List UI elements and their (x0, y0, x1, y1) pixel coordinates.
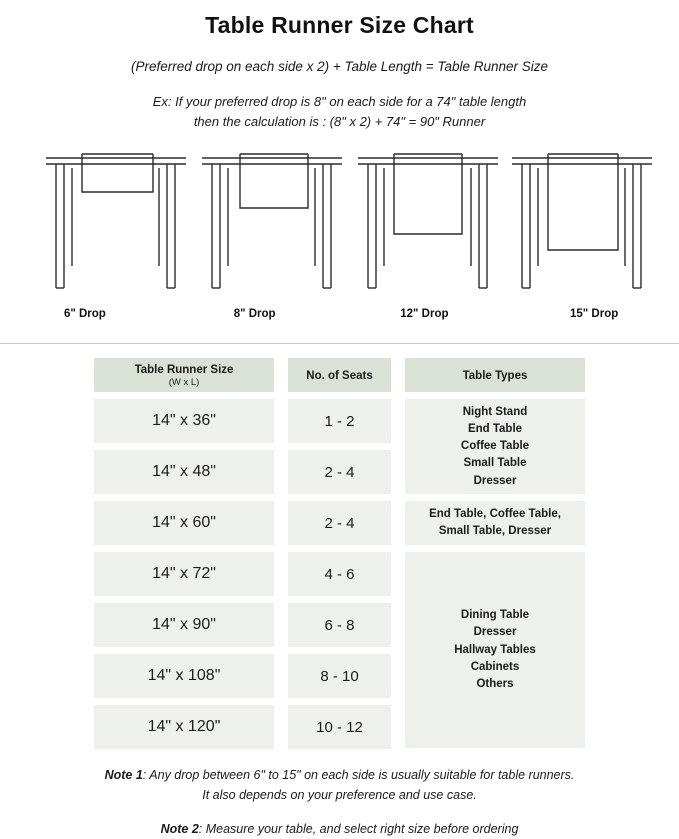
table-row: 6 - 8 (288, 603, 391, 647)
note-2-label: Note 2 (160, 822, 199, 837)
note-1-label: Note 1 (104, 768, 143, 783)
header-table-types (405, 358, 585, 392)
notes-section (0, 765, 679, 839)
table-row: 2 - 4 (288, 450, 391, 494)
table-row: 14" x 48" (94, 450, 274, 494)
page-title: Table Runner Size Chart (205, 12, 474, 38)
table-row: 2 - 4 (288, 501, 391, 545)
table-row: 4 - 6 (288, 552, 391, 596)
table-illustration-15in (512, 154, 652, 288)
drop-illustrations-svg (12, 146, 667, 306)
note-1-text: : Any drop between 6" to 15" on each side is usually suitable for table runners. (142, 768, 575, 783)
example-line-2: then the calculation is : (8" x 2) + 74" = 90" Runner (193, 114, 486, 130)
note-1 (40, 765, 639, 805)
drop-label-4: 15" Drop (569, 308, 619, 321)
drop-label-1: 6" Drop (63, 308, 106, 321)
header-table-types-label: Table Types (462, 369, 528, 382)
note-2 (40, 819, 639, 839)
header-runner-size-label: Table Runner Size (134, 363, 234, 376)
table-types-group-3: Dining Table Dresser Hallway Tables Cabinets Others (405, 552, 585, 748)
note-2-text: : Measure your table, and select right size before ordering (198, 822, 519, 837)
table-row: 14" x 36" (94, 399, 274, 443)
header-seats-label: No. of Seats (306, 369, 373, 382)
drop-label-3: 12" Drop (400, 308, 449, 321)
example-block (0, 92, 679, 132)
table-row: 14" x 60" (94, 501, 274, 545)
header-seats (288, 358, 391, 392)
column-runner-size (94, 358, 274, 749)
column-table-types (405, 358, 585, 749)
table-row: 8 - 10 (288, 654, 391, 698)
note-1-text-2: It also depends on your preference and use case. (202, 788, 477, 803)
table-row: 14" x 90" (94, 603, 274, 647)
header-runner-size-sub: (W x L) (168, 377, 200, 389)
drop-label-row (0, 308, 679, 320)
table-drop-diagrams (0, 146, 679, 331)
table-row: 14" x 108" (94, 654, 274, 698)
drop-label-2: 8" Drop (233, 308, 276, 321)
table-row: 14" x 72" (94, 552, 274, 596)
table-row: 1 - 2 (288, 399, 391, 443)
size-chart-page (0, 6, 679, 837)
formula-line: (Preferred drop on each side x 2) + Table Length = Table Runner Size (130, 59, 549, 74)
table-illustration-8in (202, 154, 342, 288)
table-illustration-6in (46, 154, 186, 288)
table-types-group-1: Night Stand End Table Coffee Table Small Table Dresser (405, 399, 585, 494)
table-types-group-2: End Table, Coffee Table, Small Table, Dresser (405, 501, 585, 545)
example-line-1: Ex: If your preferred drop is 8" on each side for a 74" table length (152, 94, 527, 109)
section-divider (0, 343, 679, 344)
column-seats (288, 358, 391, 749)
table-row: 10 - 12 (288, 705, 391, 749)
header-runner-size (94, 358, 274, 392)
table-row: 14" x 120" (94, 705, 274, 749)
size-table (0, 358, 679, 749)
table-illustration-12in (358, 154, 498, 288)
